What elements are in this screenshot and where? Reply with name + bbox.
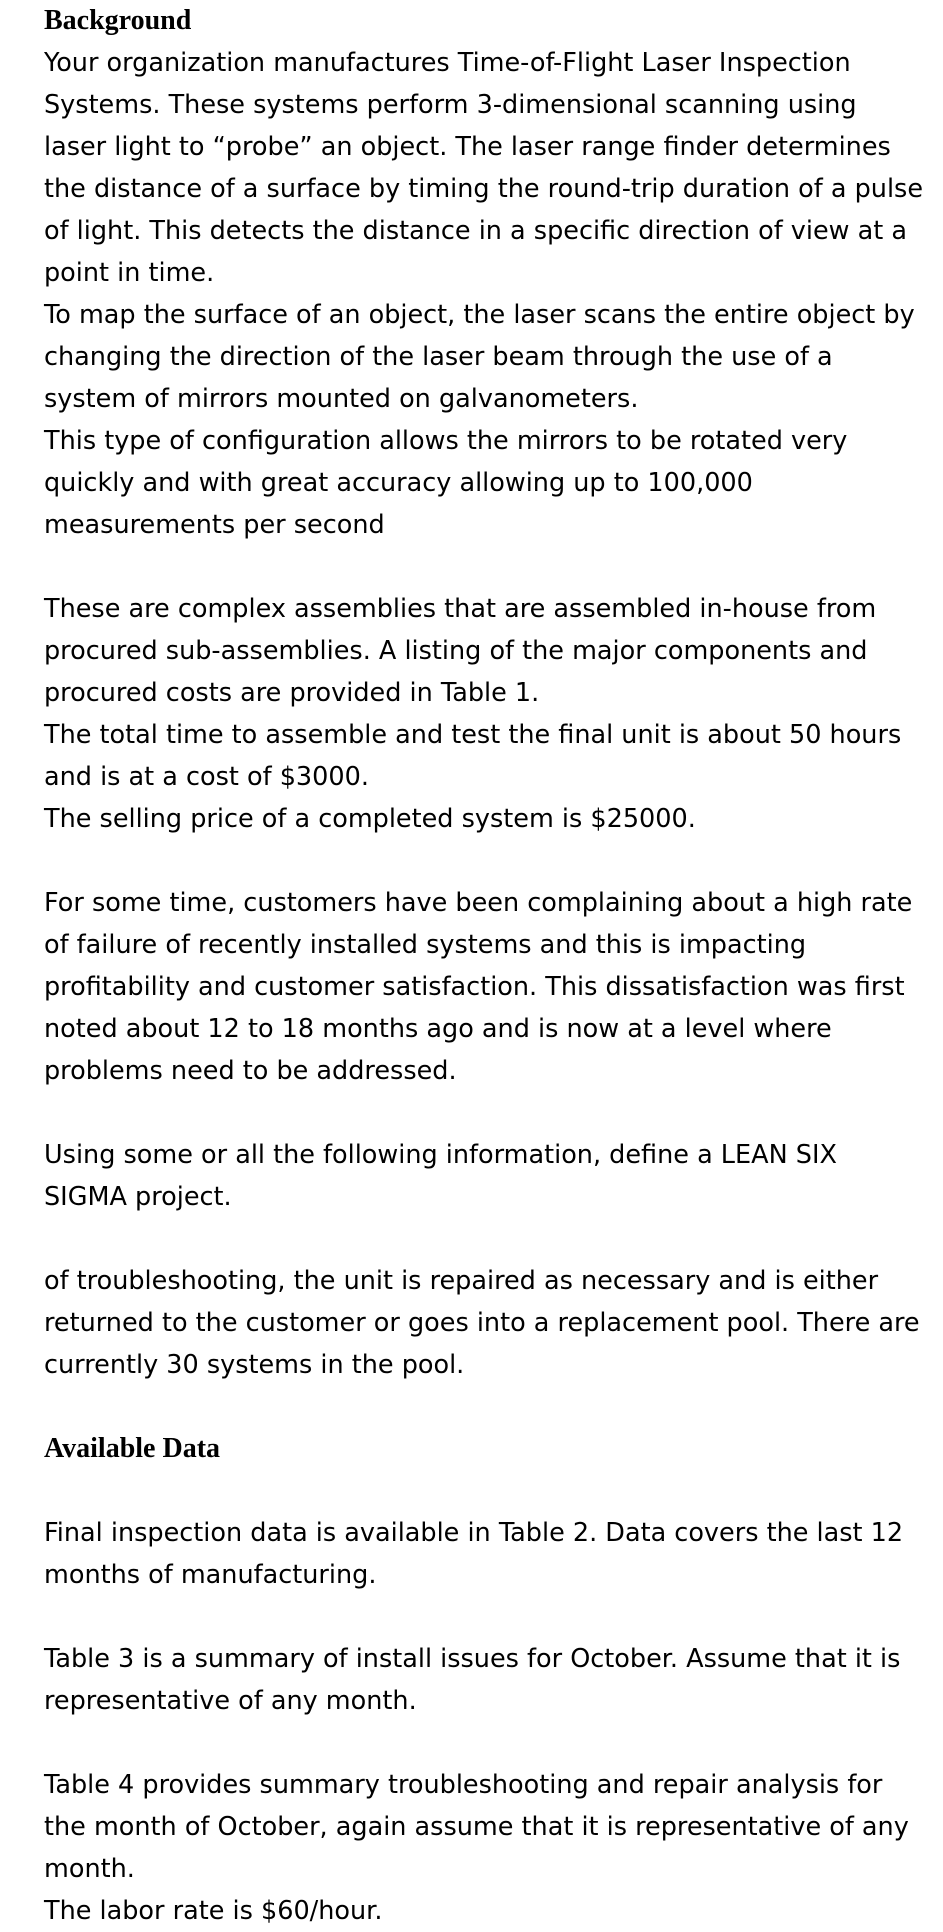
document-body [44,0,924,1932]
available-data-paragraph-2: Table 3 is a summary of install issues for October. Assume that it is representative of any month. [44,1644,901,1716]
background-paragraph-8: Using some or all the following information, define a LEAN SIX SIGMA project. [44,1140,837,1212]
background-paragraph-6: The selling price of a completed system is $25000. [44,804,696,834]
background-paragraph-7: For some time, customers have been complaining about a high rate of failure of recently installed systems and this is impacting profitability and customer satisfaction. This dissatisfaction was first noted about 12 to 18 months ago and is now at a level where problems need to be addressed. [44,888,913,1086]
spacer [44,546,924,588]
available-data-paragraph-3: Table 4 provides summary troubleshooting and repair analysis for the month of October, again assume that it is representative of any month. [44,1770,909,1884]
spacer [44,1092,924,1134]
available-data-heading: Available Data [44,1433,221,1464]
spacer [44,1722,924,1764]
available-data-paragraph-4: The labor rate is $60/hour. [44,1896,383,1926]
available-data-paragraph-1: Final inspection data is available in Table 2. Data covers the last 12 months of manufacturing. [44,1518,904,1590]
background-paragraph-1: Your organization manufactures Time-of-Flight Laser Inspection Systems. These systems perform 3-dimensional scanning using laser light to “probe” an object. The laser range finder determines the distance of a surface by timing the round-trip duration of a pulse of light. This detects the distance in a specific direction of view at a point in time. [44,48,924,288]
spacer [44,1596,924,1638]
background-paragraph-3: This type of configuration allows the mirrors to be rotated very quickly and with great accuracy allowing up to 100,000 measurements per second [44,426,848,540]
background-paragraph-2: To map the surface of an object, the laser scans the entire object by changing the direction of the laser beam through the use of a system of mirrors mounted on galvanometers. [44,300,915,414]
spacer [44,840,924,882]
spacer [44,1470,924,1512]
spacer [44,1386,924,1428]
background-paragraph-5: The total time to assemble and test the final unit is about 50 hours and is at a cost of $3000. [44,720,902,792]
background-paragraph-4: These are complex assemblies that are assembled in-house from procured sub-assemblies. A listing of the major components and procured costs are provided in Table 1. [44,594,877,708]
background-heading: Background [44,5,192,36]
spacer [44,1218,924,1260]
background-paragraph-9: of troubleshooting, the unit is repaired as necessary and is either returned to the customer or goes into a replacement pool. There are currently 30 systems in the pool. [44,1266,920,1380]
